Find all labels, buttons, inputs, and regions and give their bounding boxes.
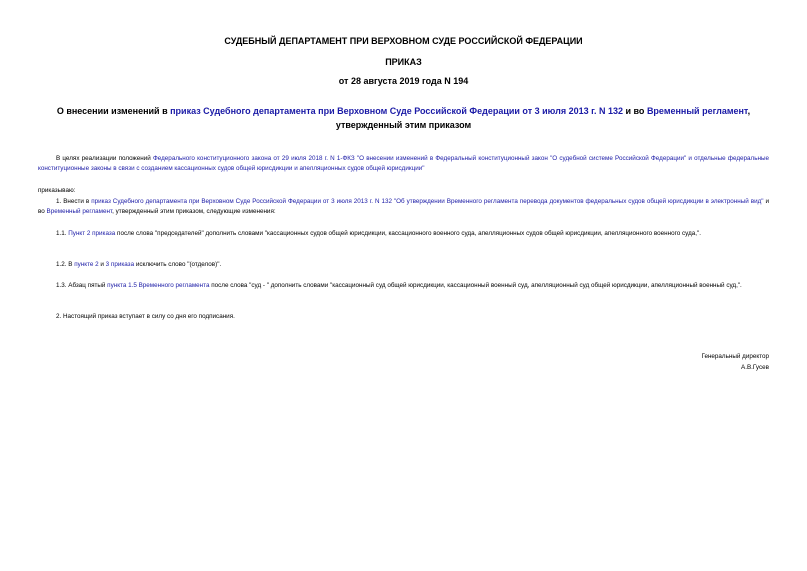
document-title	[40, 104, 767, 132]
item-1-3-link[interactable]: пункта 1.5 Временного регламента	[107, 282, 210, 289]
preamble-paragraph	[38, 154, 769, 174]
title-text-1: О внесении изменений в	[56, 106, 171, 116]
item-1-3-text-2: после слова "суд - " дополнить словами "кассационный суд общей юрисдикции, кассационный военный суд, апелляционный суд общей юрисдикции, апелляционный военный суд,".	[209, 282, 742, 289]
item-1-3-text-1: 1.3. Абзац пятый	[56, 282, 108, 289]
item-1-1-paragraph	[38, 229, 769, 239]
item-1-1-text-1: 1.1.	[56, 230, 69, 237]
preamble-text: В целях реализации положений	[56, 155, 153, 162]
item-1-3-paragraph	[38, 281, 769, 291]
item-1-link-order[interactable]: приказ Судебного департамента при Верховном Суде Российской Федерации от 3 июля 2013 г. N 132 "Об утверждении Временного регламента перевода документов федеральных судов общей юрисдикции в электронный вид"	[91, 198, 764, 205]
item-1-2-text-2: и	[98, 261, 106, 268]
item-1-text-3: , утвержденный этим приказом, следующие изменения:	[112, 208, 276, 215]
title-text-3: , утвержденный этим приказом	[335, 106, 751, 130]
item-1-2-link-1[interactable]: пункте 2	[74, 261, 99, 268]
title-link-regulation[interactable]: Временный регламент	[646, 106, 748, 116]
order-word: приказываю:	[38, 187, 76, 194]
item-1-2-paragraph	[38, 260, 769, 270]
item-1-link-regulation[interactable]: Временный регламент	[46, 208, 113, 215]
item-1-text-1: 1. Внести в	[56, 198, 92, 205]
item-1-paragraph	[38, 197, 769, 217]
date-number-heading: от 28 августа 2019 года N 194	[338, 76, 469, 86]
title-text-2: и во	[622, 106, 647, 116]
item-1-1-text-2: после слова "председателей" дополнить словами "кассационных судов общей юрисдикции, кассационного военного суда, апелляционных судов общей юрисдикции, апелляционного военного суда,".	[115, 230, 702, 237]
item-1-2-link-2[interactable]: 3 приказа	[105, 261, 135, 268]
item-1-text-2: и во	[38, 198, 769, 215]
department-heading: СУДЕБНЫЙ ДЕПАРТАМЕНТ ПРИ ВЕРХОВНОМ СУДЕ РОССИЙСКОЙ ФЕДЕРАЦИИ	[224, 36, 583, 46]
item-1-2-text-3: исключить слово "(отделов)".	[134, 261, 222, 268]
signature-position: Генеральный директор	[701, 353, 769, 360]
doc-type-heading: ПРИКАЗ	[385, 57, 422, 67]
item-1-2-text-1: 1.2. В	[56, 261, 75, 268]
item-1-1-link[interactable]: Пункт 2 приказа	[68, 230, 116, 237]
preamble-law-link[interactable]: Федерального конституционного закона от 29 июля 2018 г. N 1-ФКЗ "О внесении изменений в Федеральный конституционный закон "О судебной системе Российской Федерации" и отдельные федеральные конституционные законы в связи с созданием кассационных судов общей юрисдикции и апелляционных судов общей юрисдикции"	[38, 155, 769, 172]
title-link-order[interactable]: приказ Судебного департамента при Верховном Суде Российской Федерации от 3 июля 2013 г. N 132	[170, 106, 623, 116]
item-2-paragraph: 2. Настоящий приказ вступает в силу со дня его подписания.	[56, 313, 235, 320]
signature-name: А.В.Гусев	[741, 364, 769, 371]
